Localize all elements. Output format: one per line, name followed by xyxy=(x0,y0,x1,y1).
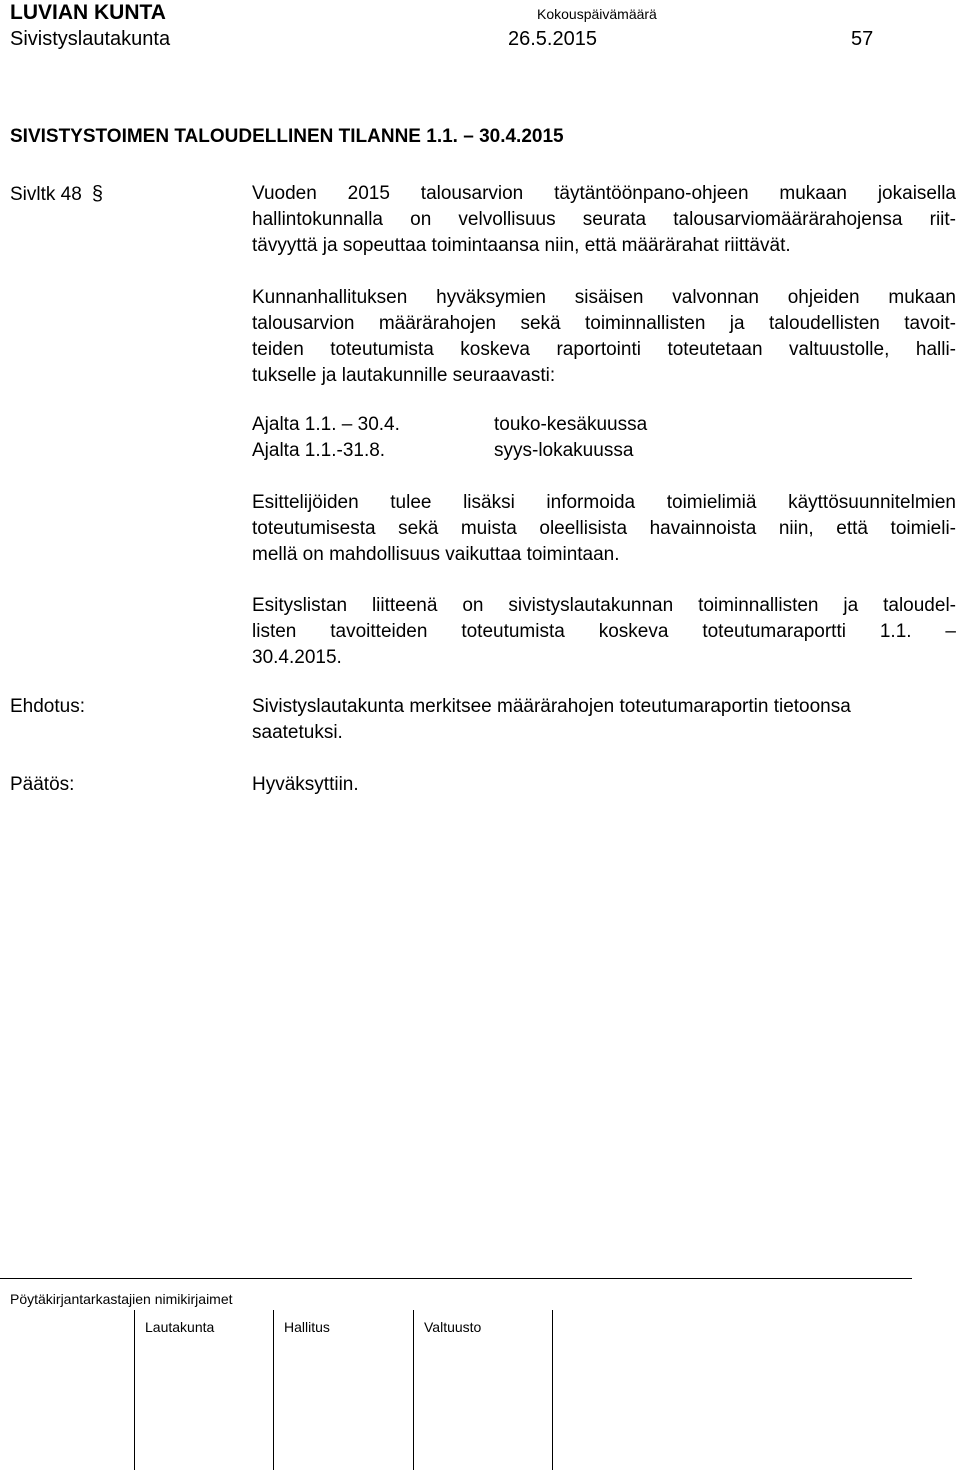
paragraph-4 xyxy=(252,593,956,671)
schedule-period: Ajalta 1.1.-31.8. xyxy=(252,440,386,461)
decision-label: Päätös: xyxy=(10,774,75,795)
proposal-text xyxy=(252,694,956,746)
paragraph-line: listen tavoitteiden toteutumista koskeva toteutumaraportti 1.1. – xyxy=(252,621,956,642)
proposal-label: Ehdotus: xyxy=(10,696,85,717)
paragraph-line: 30.4.2015. xyxy=(252,647,342,668)
paragraph-line: Esityslistan liitteenä on sivistyslautakunnan toiminnallisten ja taloudel- xyxy=(252,595,956,616)
footer-divider xyxy=(0,1278,912,1279)
organization-name: LUVIAN KUNTA xyxy=(10,1,166,24)
paragraph-3 xyxy=(252,490,956,568)
department-name: Sivistyslautakunta xyxy=(10,28,171,50)
paragraph-line: teiden toteutumista koskeva raportointi toteutetaan valtuustolle, halli- xyxy=(252,339,956,360)
paragraph-line: Kunnanhallituksen hyväksymien sisäisen valvonnan ohjeiden mukaan xyxy=(252,287,956,308)
paragraph-1 xyxy=(252,181,956,259)
schedule-row xyxy=(252,412,647,438)
paragraph-line: hallintokunnalla on velvollisuus seurata talousarviomäärärahojensa riit- xyxy=(252,209,956,230)
paragraph-line: toteutumisesta sekä muista oleellisista havainnoista niin, että toimieli- xyxy=(252,518,956,539)
proposal-line: saatetuksi. xyxy=(252,722,343,743)
paragraph-line: Esittelijöiden tulee lisäksi informoida toimielimiä käyttösuunnitelmien xyxy=(252,492,956,513)
meeting-date: 26.5.2015 xyxy=(508,28,597,50)
paragraph-line: Vuoden 2015 talousarvion täytäntöönpano-ohjeen mukaan jokaisella xyxy=(252,183,956,204)
footer-cell-council: Valtuusto xyxy=(424,1319,482,1335)
schedule-timing: touko-kesäkuussa xyxy=(494,414,648,435)
paragraph-line: mellä on mahdollisuus vaikuttaa toimintaan. xyxy=(252,544,620,565)
footer-column-divider xyxy=(552,1310,553,1470)
paragraph-line: tukselle ja lautakunnille seuraavasti: xyxy=(252,365,556,386)
schedule-row xyxy=(252,438,647,464)
paragraph-line: tävyyttä ja sopeuttaa toimintaansa niin, että määrärahat riittävät. xyxy=(252,235,791,256)
paragraph-2 xyxy=(252,285,956,389)
section-symbol: § xyxy=(91,183,103,205)
schedule-period: Ajalta 1.1. – 30.4. xyxy=(252,414,400,435)
footer-title: Pöytäkirjantarkastajien nimikirjaimet xyxy=(10,1291,233,1307)
footer-column-divider xyxy=(273,1310,274,1470)
paragraph-line: talousarvion määrärahojen sekä toiminnallisten ja taloudellisten tavoit- xyxy=(252,313,956,334)
footer-cell-executive: Hallitus xyxy=(284,1319,330,1335)
proposal-line: Sivistyslautakunta merkitsee määrärahojen toteutumaraportin tietoonsa xyxy=(252,696,851,717)
footer-cell-board: Lautakunta xyxy=(145,1319,215,1335)
section-number: Sivltk 48 xyxy=(10,184,82,205)
schedule-timing: syys-lokakuussa xyxy=(494,440,634,461)
page-number: 57 xyxy=(851,28,874,50)
section-label xyxy=(10,181,103,208)
footer-column-divider xyxy=(413,1310,414,1470)
date-label: Kokouspäivämäärä xyxy=(537,6,657,22)
document-title: SIVISTYSTOIMEN TALOUDELLINEN TILANNE 1.1. – 30.4.2015 xyxy=(10,126,564,147)
reporting-schedule xyxy=(252,412,647,464)
decision-text: Hyväksyttiin. xyxy=(252,774,359,795)
footer-column-divider xyxy=(134,1310,135,1470)
